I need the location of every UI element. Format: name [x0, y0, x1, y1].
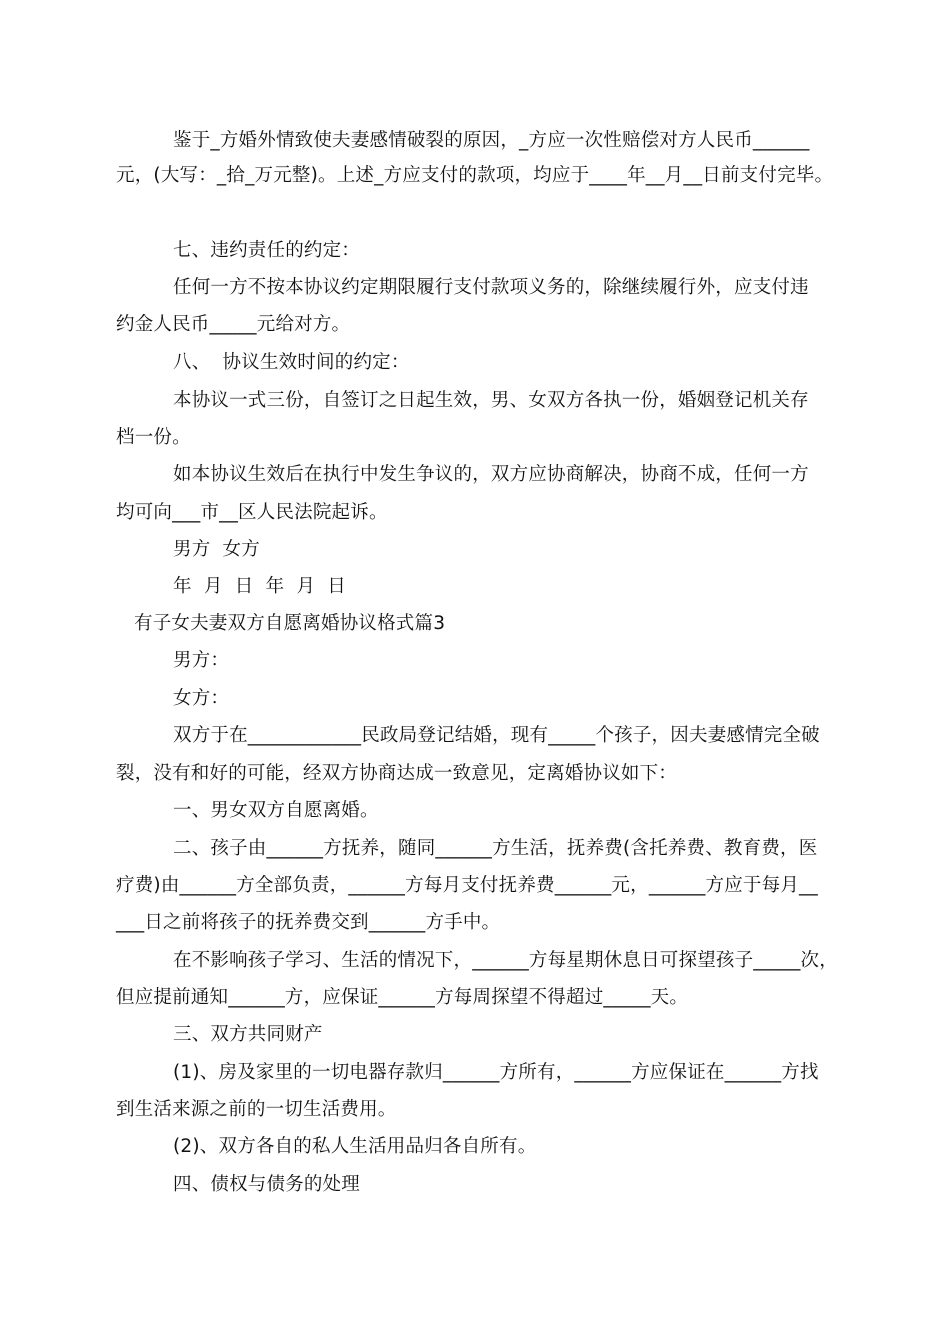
clause-4-heading: 四、债权与债务的处理 — [173, 1174, 361, 1195]
paragraph-intro-line-1: 双方于在____________民政局登记结婚，现有_____个孩子，因夫妻感情完全破 — [173, 725, 820, 746]
clause-2-line-1: 二、孩子由______方抚养，随同______方生活，抚养费(含托养费、教育费，医 — [173, 838, 818, 859]
paragraph-effective-line-1: 本协议一式三份，自签订之日起生效，男、女双方各执一份，婚姻登记机关存 — [173, 390, 809, 411]
paragraph-visitation-line-1: 在不影响孩子学习、生活的情况下，______方每星期休息日可探望孩子_____次， — [173, 950, 838, 971]
clause-2-line-3: ___日之前将孩子的抚养费交到______方手中。 — [116, 912, 501, 933]
paragraph-compensation-line-2: 元，(大写：_拾_万元整)。上述_方应支付的款项，均应于____年__月__日前支付完毕。 — [116, 165, 834, 186]
article-title: 有子女夫妻双方自愿离婚协议格式篇3 — [134, 613, 446, 634]
paragraph-dispute-line-2: 均可向___市__区人民法院起诉。 — [116, 502, 388, 523]
clause-1: 一、男女双方自愿离婚。 — [173, 800, 379, 821]
section-heading-7: 七、违约责任的约定： — [173, 240, 361, 261]
signature-parties: 男方 女方 — [173, 539, 260, 560]
clause-3-item-2: (2)、双方各自的私人生活用品归各自所有。 — [173, 1136, 537, 1157]
party-female-label: 女方： — [173, 688, 230, 709]
paragraph-breach-line-2: 约金人民币_____元给对方。 — [116, 314, 351, 335]
paragraph-compensation-line-1: 鉴于_方婚外情致使夫妻感情破裂的原因，_方应一次性赔偿对方人民币______ — [173, 130, 810, 151]
party-male-label: 男方： — [173, 650, 230, 671]
clause-2-line-2: 疗费)由______方全部负责，______方每月支付抚养费______元，______方应于每月__ — [116, 875, 818, 896]
signature-dates: 年 月 日 年 月 日 — [173, 576, 347, 597]
paragraph-effective-line-2: 档一份。 — [116, 427, 191, 448]
paragraph-dispute-line-1: 如本协议生效后在执行中发生争议的，双方应协商解决，协商不成，任何一方 — [173, 464, 809, 485]
section-heading-8: 八、 协议生效时间的约定： — [173, 352, 410, 373]
clause-3-item-1-line-2: 到生活来源之前的一切生活费用。 — [116, 1099, 397, 1120]
paragraph-intro-line-2: 裂，没有和好的可能，经双方协商达成一致意见，定离婚协议如下： — [116, 763, 678, 784]
paragraph-breach-line-1: 任何一方不按本协议约定期限履行支付款项义务的，除继续履行外，应支付违 — [173, 277, 809, 298]
clause-3-heading: 三、双方共同财产 — [173, 1024, 323, 1045]
paragraph-visitation-line-2: 但应提前通知______方，应保证______方每周探望不得超过_____天。 — [116, 987, 689, 1008]
clause-3-item-1-line-1: (1)、房及家里的一切电器存款归______方所有，______方应保证在______方找 — [173, 1062, 819, 1083]
